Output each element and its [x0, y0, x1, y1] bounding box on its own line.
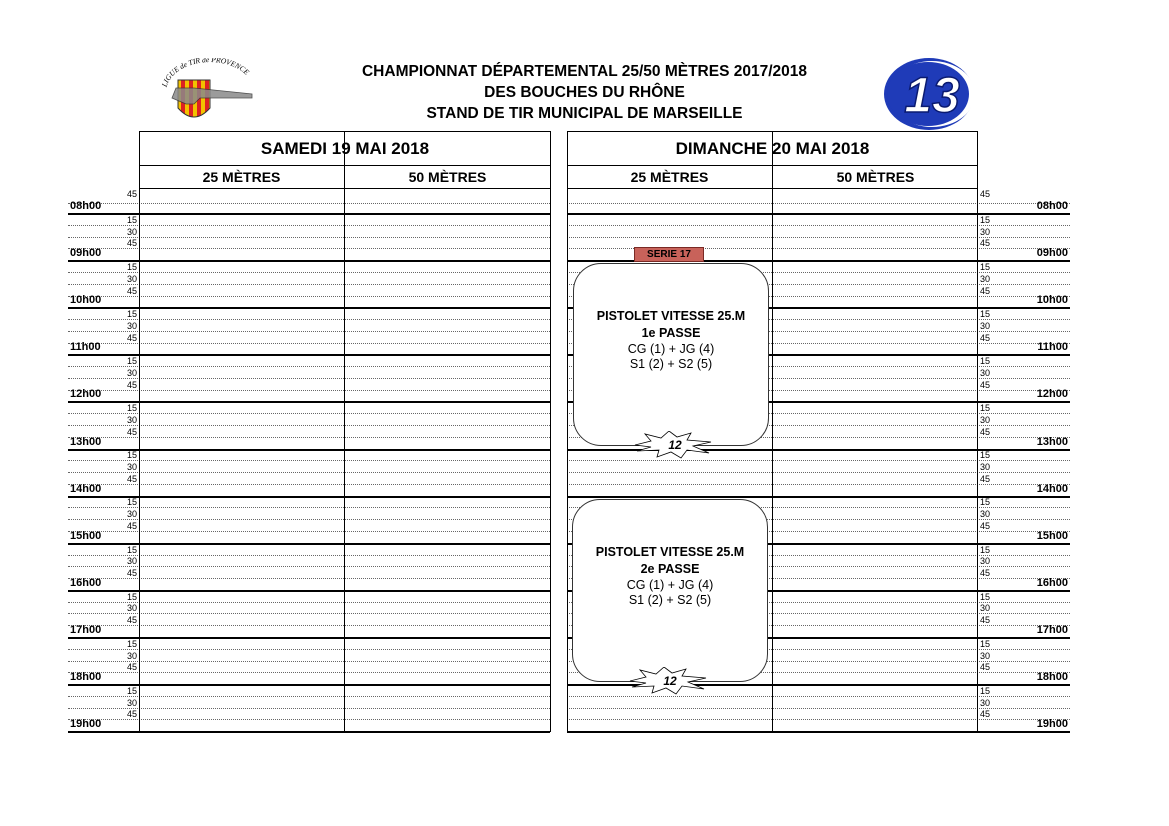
quarter-label: 45: [980, 332, 991, 343]
hour-line: [68, 590, 550, 592]
day-header-saturday: SAMEDI 19 MAI 2018: [139, 131, 551, 166]
column-divider: [139, 131, 140, 732]
quarter-line: [68, 519, 550, 520]
quarter-label: 45: [126, 238, 137, 249]
hour-line: [68, 496, 550, 498]
hour-label-left: 12h00: [70, 388, 102, 401]
quarter-label: 45: [980, 189, 991, 199]
quarter-label: 45: [126, 521, 137, 531]
quarter-label: 30: [126, 556, 137, 567]
quarter-line: [68, 225, 550, 226]
quarter-line: [68, 555, 550, 556]
event-1-title: PISTOLET VITESSE 25.M: [596, 309, 746, 323]
event-1-line2: S1 (2) + S2 (5): [629, 357, 713, 371]
hour-label-right: 18h00: [1036, 671, 1068, 683]
quarter-line: [68, 531, 550, 532]
quarter-label: 45: [126, 332, 137, 343]
col-header-sat-50m: 50 MÈTRES: [408, 169, 487, 185]
hour-line: [68, 213, 550, 215]
quarter-line: [68, 708, 550, 709]
hour-label-left: 18h00: [70, 671, 102, 683]
quarter-label: 15: [980, 591, 991, 602]
quarter-label: 15: [980, 403, 991, 414]
quarter-label: 15: [126, 638, 137, 649]
quarter-label: 15: [126, 685, 137, 696]
quarter-label: 30: [980, 556, 991, 567]
event-2-line1: CG (1) + JG (4): [626, 578, 714, 592]
quarter-label: 30: [980, 697, 991, 708]
quarter-label: 30: [126, 320, 137, 331]
quarter-label: 30: [126, 226, 137, 237]
event-block-2: [572, 499, 768, 682]
hour-line: [68, 684, 550, 686]
hour-line: [68, 449, 550, 451]
quarter-label: 30: [980, 226, 991, 237]
quarter-label: 30: [126, 273, 137, 284]
hour-line: [68, 543, 550, 545]
column-divider: [567, 131, 568, 732]
quarter-label: 30: [980, 273, 991, 284]
hour-label-right: 17h00: [1036, 623, 1068, 636]
quarter-label: 45: [126, 379, 137, 390]
event-1-burst-number: 12: [668, 438, 682, 452]
quarter-line: [68, 296, 550, 297]
quarter-line: [68, 366, 550, 367]
serie-badge: SERIE 17: [634, 247, 704, 262]
quarter-label: 15: [980, 356, 991, 367]
col-header-sat-25m: 25 MÈTRES: [202, 169, 281, 185]
title-line-1: CHAMPIONNAT DÉPARTEMENTAL 25/50 MÈTRES 2017/2018: [361, 63, 808, 80]
quarter-label: 30: [126, 697, 137, 708]
day-header-sunday: DIMANCHE 20 MAI 2018: [567, 131, 978, 166]
quarter-label: 15: [980, 544, 991, 555]
quarter-label: 45: [980, 709, 991, 720]
quarter-line: [68, 272, 550, 273]
quarter-line: [567, 460, 1070, 461]
quarter-line: [68, 649, 550, 650]
quarter-line: [567, 484, 1070, 485]
quarter-label: 15: [980, 214, 991, 225]
hour-label-left: 08h00: [70, 200, 102, 212]
quarter-line: [68, 437, 550, 438]
event-block-1: [573, 263, 769, 446]
event-1-line1: CG (1) + JG (4): [627, 342, 715, 356]
hour-label-left: 17h00: [70, 623, 102, 636]
hour-line: [68, 401, 550, 403]
quarter-label: 45: [980, 662, 991, 673]
quarter-label: 45: [980, 285, 991, 296]
quarter-label: 30: [126, 650, 137, 661]
logo-13-text: 13: [904, 67, 960, 123]
quarter-label: 45: [126, 426, 137, 437]
quarter-line: [567, 237, 1070, 238]
title-line-2: DES BOUCHES DU RHÔNE: [484, 84, 685, 101]
hour-line: [68, 354, 550, 356]
hour-line: [68, 260, 550, 262]
title-line-3: STAND DE TIR MUNICIPAL DE MARSEILLE: [426, 105, 743, 122]
quarter-line: [68, 507, 550, 508]
event-1-subtitle: 1e PASSE: [641, 326, 701, 340]
quarter-line: [68, 472, 550, 473]
quarter-line: [68, 413, 550, 414]
quarter-line: [68, 696, 550, 697]
quarter-line: [567, 696, 1070, 697]
quarter-label: 30: [126, 509, 137, 520]
quarter-label: 15: [126, 261, 137, 272]
quarter-label: 15: [126, 450, 137, 461]
quarter-label: 15: [980, 309, 991, 319]
col-header-sun-50m: 50 MÈTRES: [836, 169, 915, 185]
quarter-label: 30: [126, 415, 137, 425]
hour-label-right: 09h00: [1036, 247, 1068, 260]
quarter-label: 45: [126, 615, 137, 626]
event-2-line2: S1 (2) + S2 (5): [628, 593, 712, 607]
quarter-label: 15: [126, 403, 137, 414]
quarter-line: [567, 203, 1070, 204]
quarter-label: 45: [980, 238, 991, 249]
quarter-label: 30: [126, 367, 137, 378]
quarter-line: [567, 719, 1070, 720]
header-rule: [567, 188, 978, 189]
hour-line: [68, 307, 550, 309]
hour-label-right: 16h00: [1036, 576, 1068, 589]
department-13-logo: [882, 56, 980, 132]
hour-label-right: 10h00: [1036, 294, 1068, 307]
quarter-line: [68, 390, 550, 391]
quarter-label: 15: [980, 638, 991, 649]
quarter-line: [68, 425, 550, 426]
quarter-line: [68, 331, 550, 332]
quarter-label: 45: [980, 379, 991, 390]
event-2-burst: [628, 667, 708, 695]
quarter-label: 45: [126, 285, 137, 296]
quarter-label: 30: [980, 509, 991, 520]
hour-line: [567, 496, 1070, 498]
quarter-label: 45: [126, 473, 137, 484]
quarter-label: 30: [126, 603, 137, 614]
hour-label-left: 09h00: [70, 247, 102, 260]
column-divider: [977, 131, 978, 732]
quarter-label: 30: [126, 462, 137, 473]
hour-label-left: 11h00: [70, 341, 101, 354]
quarter-label: 45: [980, 473, 991, 484]
event-2-title: PISTOLET VITESSE 25.M: [595, 545, 745, 559]
event-2-subtitle: 2e PASSE: [640, 562, 700, 576]
quarter-line: [68, 613, 550, 614]
quarter-label: 15: [980, 685, 991, 696]
quarter-label: 15: [126, 591, 137, 602]
quarter-label: 15: [126, 309, 137, 319]
quarter-line: [68, 672, 550, 673]
col-header-sun-25m: 25 MÈTRES: [630, 169, 709, 185]
quarter-label: 15: [126, 356, 137, 367]
hour-line: [567, 731, 1070, 733]
quarter-line: [68, 284, 550, 285]
event-1-burst: [633, 431, 713, 459]
quarter-label: 15: [126, 497, 137, 508]
quarter-label: 15: [980, 261, 991, 272]
hour-label-right: 19h00: [1036, 718, 1068, 731]
quarter-line: [68, 203, 550, 204]
hour-label-right: 14h00: [1036, 482, 1068, 495]
hour-label-left: 16h00: [70, 576, 102, 589]
quarter-line: [68, 661, 550, 662]
hour-label-left: 19h00: [70, 718, 102, 731]
hour-label-right: 12h00: [1036, 388, 1068, 401]
quarter-label: 45: [126, 709, 137, 720]
quarter-label: 45: [126, 568, 137, 579]
hour-line: [68, 731, 550, 733]
quarter-label: 30: [980, 650, 991, 661]
header-rule: [139, 188, 550, 189]
hour-label-right: 13h00: [1036, 435, 1068, 448]
hour-label-left: 14h00: [70, 482, 102, 495]
hour-label-left: 10h00: [70, 294, 102, 307]
column-divider: [550, 131, 551, 732]
quarter-label: 45: [126, 662, 137, 673]
quarter-line: [68, 578, 550, 579]
hour-label-right: 08h00: [1036, 200, 1068, 212]
quarter-line: [567, 708, 1070, 709]
quarter-line: [68, 484, 550, 485]
quarter-label: 30: [980, 603, 991, 614]
quarter-line: [567, 472, 1070, 473]
quarter-line: [567, 225, 1070, 226]
quarter-line: [68, 319, 550, 320]
quarter-label: 30: [980, 415, 991, 425]
hour-label-left: 15h00: [70, 529, 102, 542]
quarter-label: 30: [980, 320, 991, 331]
logo-arc-text: LIGUE de TIR de PROVENCE: [160, 58, 252, 88]
event-2-burst-number: 12: [663, 674, 677, 688]
quarter-label: 45: [980, 615, 991, 626]
quarter-label: 15: [126, 544, 137, 555]
quarter-label: 45: [980, 426, 991, 437]
column-divider: [772, 131, 773, 732]
quarter-line: [68, 602, 550, 603]
hour-label-right: 11h00: [1037, 341, 1068, 354]
ligue-provence-logo: [160, 58, 260, 128]
quarter-line: [68, 566, 550, 567]
quarter-label: 45: [126, 189, 137, 199]
quarter-label: 15: [980, 450, 991, 461]
quarter-label: 15: [980, 497, 991, 508]
quarter-label: 45: [980, 521, 991, 531]
hour-label-left: 13h00: [70, 435, 102, 448]
hour-label-right: 15h00: [1036, 529, 1068, 542]
column-divider: [344, 131, 345, 732]
quarter-line: [68, 343, 550, 344]
quarter-line: [68, 237, 550, 238]
quarter-line: [68, 719, 550, 720]
quarter-label: 30: [980, 462, 991, 473]
quarter-label: 45: [980, 568, 991, 579]
quarter-line: [68, 625, 550, 626]
quarter-line: [68, 248, 550, 249]
quarter-label: 30: [980, 367, 991, 378]
quarter-label: 15: [126, 214, 137, 225]
quarter-line: [68, 378, 550, 379]
quarter-line: [68, 460, 550, 461]
hour-line: [567, 213, 1070, 215]
hour-line: [68, 637, 550, 639]
